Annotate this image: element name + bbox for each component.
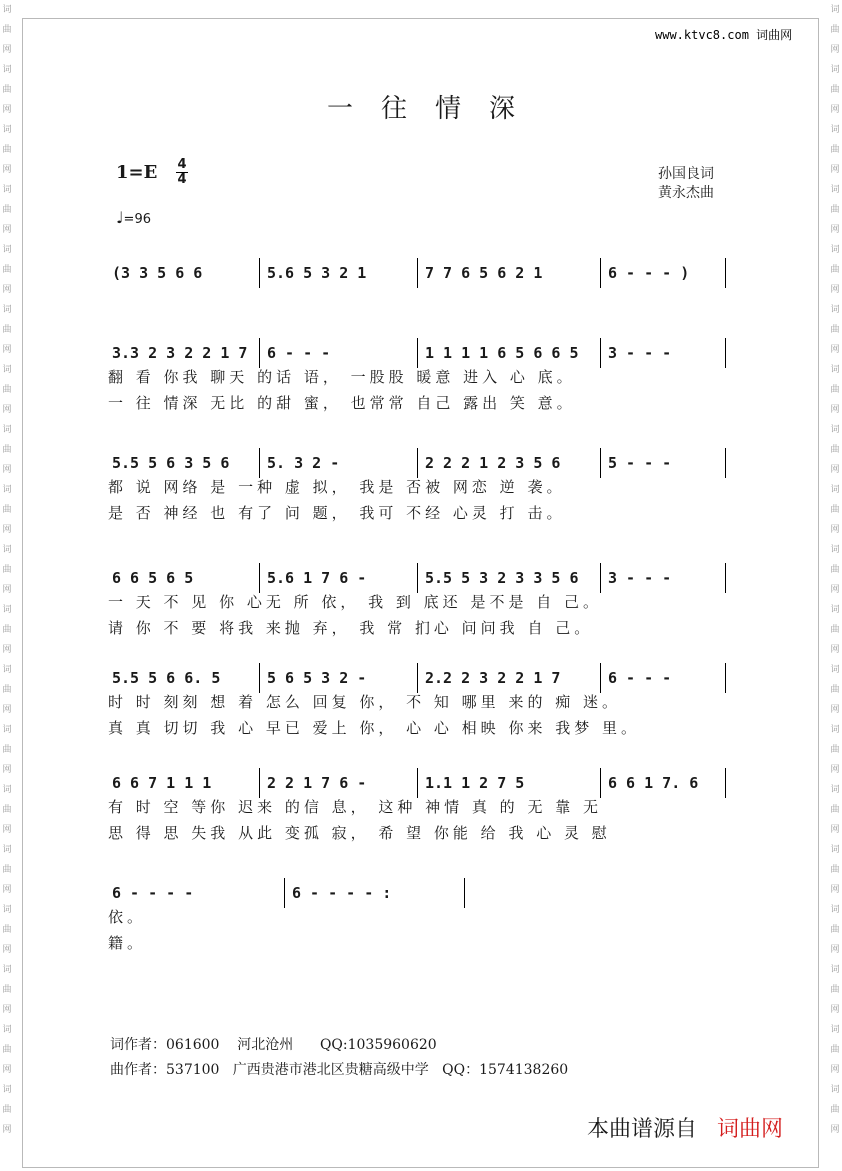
watermark-char: 曲	[830, 625, 840, 635]
watermark-char: 词	[830, 125, 840, 135]
watermark-char: 词	[2, 905, 12, 915]
watermark-char: 词	[830, 785, 840, 795]
barline	[725, 563, 726, 593]
source-brand[interactable]: 词曲网	[717, 1117, 784, 1142]
watermark-char: 词	[2, 1085, 12, 1095]
watermark-char: 网	[830, 1005, 840, 1015]
watermark-char: 词	[830, 725, 840, 735]
measure: 6 - - - )	[608, 264, 690, 282]
barline	[417, 258, 418, 288]
watermark-char: 词	[830, 1085, 840, 1095]
watermark-char: 网	[830, 825, 840, 835]
watermark-char: 曲	[830, 265, 840, 275]
barline	[600, 663, 601, 693]
watermark-char: 网	[830, 645, 840, 655]
measure: 6 - - -	[608, 669, 672, 687]
measure: 5 6 5 3 2 -	[267, 669, 367, 687]
watermark-char: 曲	[830, 805, 840, 815]
watermark-char: 词	[830, 425, 840, 435]
measure: 5.5 5 3 2 3 3 5 6	[425, 569, 579, 587]
quarter-note-icon: ♩	[116, 208, 124, 227]
watermark-char: 网	[2, 705, 12, 715]
notation-row	[108, 561, 738, 591]
watermark-char: 网	[830, 345, 840, 355]
watermark-char: 词	[2, 125, 12, 135]
composer-credit: 黄永杰曲	[658, 185, 714, 201]
score-system	[108, 336, 738, 418]
watermark-char: 词	[2, 5, 12, 15]
watermark-char: 词	[2, 605, 12, 615]
watermark-char: 网	[830, 225, 840, 235]
watermark-char: 网	[830, 105, 840, 115]
source-label: 本曲谱源自	[587, 1117, 698, 1142]
watermark-char: 词	[830, 65, 840, 75]
measure: 2.2 2 3 2 2 1 7	[425, 669, 561, 687]
measure: 5.6 5 3 2 1	[267, 264, 367, 282]
watermark-char: 曲	[830, 325, 840, 335]
measure: 6 6 1 7. 6	[608, 774, 699, 792]
watermark-char: 曲	[830, 565, 840, 575]
notation-row	[108, 256, 738, 286]
watermark-char: 词	[830, 365, 840, 375]
watermark-char: 曲	[830, 145, 840, 155]
watermark-char: 词	[830, 185, 840, 195]
watermark-char: 曲	[830, 925, 840, 935]
watermark-char: 词	[830, 665, 840, 675]
time-signature-bottom: 4	[177, 172, 187, 187]
watermark-char: 曲	[830, 205, 840, 215]
score-system	[108, 766, 738, 848]
watermark-char: 曲	[830, 385, 840, 395]
lyric-line: 一 天 不 见 你 心无 所 依， 我 到 底还 是不是 自 己。	[108, 593, 602, 611]
barline	[725, 258, 726, 288]
watermark-char: 网	[2, 105, 12, 115]
notation-row	[108, 766, 738, 796]
watermark-char: 词	[2, 965, 12, 975]
watermark-char: 词	[2, 425, 12, 435]
barline	[259, 768, 260, 798]
watermark-char: 网	[2, 345, 12, 355]
watermark-char: 网	[830, 285, 840, 295]
watermark-char: 网	[2, 885, 12, 895]
watermark-char: 词	[830, 845, 840, 855]
barline	[259, 448, 260, 478]
watermark-char: 曲	[2, 445, 12, 455]
watermark-char: 网	[2, 765, 12, 775]
barline	[284, 878, 285, 908]
watermark-char: 曲	[830, 25, 840, 35]
site-url[interactable]: www.ktvc8.com 词曲网	[655, 28, 793, 42]
watermark-char: 词	[830, 1025, 840, 1035]
score-system	[108, 661, 738, 743]
watermark-char: 曲	[830, 865, 840, 875]
measure: 5.6 1 7 6 -	[267, 569, 367, 587]
right-watermark-strip	[828, 0, 842, 1171]
watermark-char: 网	[830, 525, 840, 535]
watermark-char: 网	[2, 645, 12, 655]
lyric-line: 依。	[108, 908, 147, 926]
measure: 3.3 2 3 2 2 1 7	[112, 344, 248, 362]
watermark-char: 网	[830, 765, 840, 775]
watermark-char: 曲	[2, 325, 12, 335]
watermark-char: 词	[830, 245, 840, 255]
composer-info: 曲作者：537100 广西贵港市港北区贵糖高级中学 QQ：1574138260	[110, 1062, 569, 1078]
measure: 2 2 2 1 2 3 5 6	[425, 454, 561, 472]
barline	[725, 663, 726, 693]
score-system	[108, 876, 738, 958]
song-title: 一往情深	[326, 94, 543, 124]
lyricist-info: 词作者：061600 河北沧州 QQ:1035960620	[110, 1037, 437, 1053]
watermark-char: 曲	[830, 505, 840, 515]
watermark-char: 词	[2, 1025, 12, 1035]
watermark-char: 曲	[2, 205, 12, 215]
measure: 3 - - -	[608, 569, 672, 587]
watermark-char: 网	[2, 405, 12, 415]
watermark-char: 曲	[830, 745, 840, 755]
left-watermark-strip	[0, 0, 14, 1171]
watermark-char: 网	[830, 705, 840, 715]
watermark-char: 曲	[2, 25, 12, 35]
watermark-char: 网	[830, 1065, 840, 1075]
lyric-line: 请 你 不 要 将我 来抛 弃， 我 常 扪心 问问我 自 己。	[108, 619, 594, 637]
watermark-char: 词	[2, 845, 12, 855]
measure: 6 6 7 1 1 1	[112, 774, 212, 792]
watermark-char: 曲	[2, 925, 12, 935]
measure: 6 - - - - :	[292, 884, 392, 902]
watermark-char: 词	[830, 305, 840, 315]
measure: 6 - - - -	[112, 884, 194, 902]
watermark-char: 曲	[830, 985, 840, 995]
watermark-char: 曲	[830, 85, 840, 95]
watermark-char: 网	[830, 45, 840, 55]
watermark-char: 词	[830, 965, 840, 975]
watermark-char: 网	[2, 945, 12, 955]
notation-row	[108, 661, 738, 691]
watermark-char: 曲	[2, 745, 12, 755]
watermark-char: 曲	[2, 265, 12, 275]
score-system	[108, 446, 738, 528]
watermark-char: 词	[2, 65, 12, 75]
barline	[600, 768, 601, 798]
barline	[725, 448, 726, 478]
source-note	[587, 1112, 783, 1143]
barline	[259, 563, 260, 593]
lyric-line: 时 时 刻刻 想 着 怎么 回复 你， 不 知 哪里 来的 痴 迷。	[108, 693, 621, 711]
watermark-char: 网	[830, 945, 840, 955]
watermark-char: 网	[2, 465, 12, 475]
barline	[417, 563, 418, 593]
lyric-line: 是 否 神经 也 有了 问 题， 我可 不经 心灵 打 击。	[108, 504, 566, 522]
lyric-line: 有 时 空 等你 迟来 的信 息， 这种 神情 真 的 无 靠 无	[108, 798, 602, 816]
barline	[417, 338, 418, 368]
measure: 5 - - -	[608, 454, 672, 472]
barline	[259, 258, 260, 288]
time-signature-top: 4	[177, 157, 187, 172]
measure: (3 3 5 6 6	[112, 264, 203, 282]
measure: 6 - - -	[267, 344, 331, 362]
watermark-char: 网	[2, 1065, 12, 1075]
watermark-char: 网	[2, 285, 12, 295]
watermark-char: 曲	[2, 1045, 12, 1055]
watermark-char: 词	[2, 245, 12, 255]
watermark-char: 词	[830, 905, 840, 915]
barline	[417, 448, 418, 478]
measure: 2 2 1 7 6 -	[267, 774, 367, 792]
key-signature: 1=E	[116, 162, 158, 183]
watermark-char: 网	[830, 1125, 840, 1135]
watermark-char: 网	[830, 585, 840, 595]
watermark-char: 词	[2, 665, 12, 675]
barline	[600, 338, 601, 368]
score-system	[108, 561, 738, 643]
watermark-char: 曲	[2, 145, 12, 155]
tempo-mark	[116, 208, 151, 227]
lyric-line: 思 得 思 失我 从此 变孤 寂， 希 望 你能 给 我 心 灵 慰	[108, 824, 611, 842]
barline	[417, 663, 418, 693]
watermark-char: 曲	[2, 505, 12, 515]
watermark-char: 网	[2, 585, 12, 595]
barline	[464, 878, 465, 908]
watermark-char: 网	[2, 45, 12, 55]
measure: 5.5 5 6 6. 5	[112, 669, 221, 687]
lyric-line: 都 说 网络 是 一种 虚 拟， 我是 否被 网恋 逆 袭。	[108, 478, 566, 496]
watermark-char: 词	[830, 545, 840, 555]
measure: 1.1 1 2 7 5	[425, 774, 525, 792]
watermark-char: 曲	[830, 1045, 840, 1055]
barline	[725, 338, 726, 368]
watermark-char: 曲	[2, 685, 12, 695]
watermark-char: 曲	[2, 85, 12, 95]
barline	[725, 768, 726, 798]
watermark-char: 词	[2, 365, 12, 375]
score-system	[108, 256, 738, 286]
measure: 3 - - -	[608, 344, 672, 362]
barline	[259, 663, 260, 693]
lyric-line: 真 真 切切 我 心 早已 爱上 你， 心 心 相映 你来 我梦 里。	[108, 719, 640, 737]
barline	[600, 258, 601, 288]
watermark-char: 网	[2, 825, 12, 835]
measure: 6 6 5 6 5	[112, 569, 194, 587]
barline	[417, 768, 418, 798]
time-signature	[176, 158, 188, 187]
tempo-value: =96	[123, 212, 151, 227]
watermark-char: 网	[830, 465, 840, 475]
watermark-char: 词	[2, 725, 12, 735]
lyric-line: 籍。	[108, 934, 147, 952]
watermark-char: 曲	[2, 1105, 12, 1115]
watermark-char: 曲	[2, 985, 12, 995]
notation-row	[108, 336, 738, 366]
watermark-char: 网	[2, 1005, 12, 1015]
watermark-char: 曲	[2, 565, 12, 575]
barline	[600, 563, 601, 593]
watermark-char: 词	[2, 545, 12, 555]
watermark-char: 词	[830, 605, 840, 615]
watermark-char: 网	[2, 225, 12, 235]
lyric-line: 翻 看 你我 聊天 的话 语， 一股股 暖意 进入 心 底。	[108, 368, 576, 386]
watermark-char: 词	[2, 485, 12, 495]
watermark-char: 词	[2, 305, 12, 315]
measure: 5. 3 2 -	[267, 454, 340, 472]
watermark-char: 网	[830, 165, 840, 175]
watermark-char: 曲	[830, 1105, 840, 1115]
barline	[600, 448, 601, 478]
watermark-char: 曲	[830, 685, 840, 695]
watermark-char: 网	[2, 525, 12, 535]
notation-row	[108, 876, 738, 906]
watermark-char: 曲	[830, 445, 840, 455]
notation-row	[108, 446, 738, 476]
measure: 7 7 6 5 6 2 1	[425, 264, 543, 282]
watermark-char: 词	[830, 485, 840, 495]
watermark-char: 曲	[2, 865, 12, 875]
watermark-char: 词	[830, 5, 840, 15]
lyric-line: 一 往 情深 无比 的甜 蜜， 也常常 自己 露出 笑 意。	[108, 394, 576, 412]
barline	[259, 338, 260, 368]
measure: 5.5 5 6 3 5 6	[112, 454, 230, 472]
watermark-char: 曲	[2, 805, 12, 815]
watermark-char: 网	[830, 405, 840, 415]
lyricist-credit: 孙国良词	[658, 166, 714, 182]
watermark-char: 曲	[2, 385, 12, 395]
watermark-char: 词	[2, 185, 12, 195]
watermark-char: 词	[2, 785, 12, 795]
watermark-char: 网	[2, 1125, 12, 1135]
watermark-char: 网	[2, 165, 12, 175]
watermark-char: 网	[830, 885, 840, 895]
watermark-char: 曲	[2, 625, 12, 635]
measure: 1 1 1 1 6 5 6 6 5	[425, 344, 579, 362]
